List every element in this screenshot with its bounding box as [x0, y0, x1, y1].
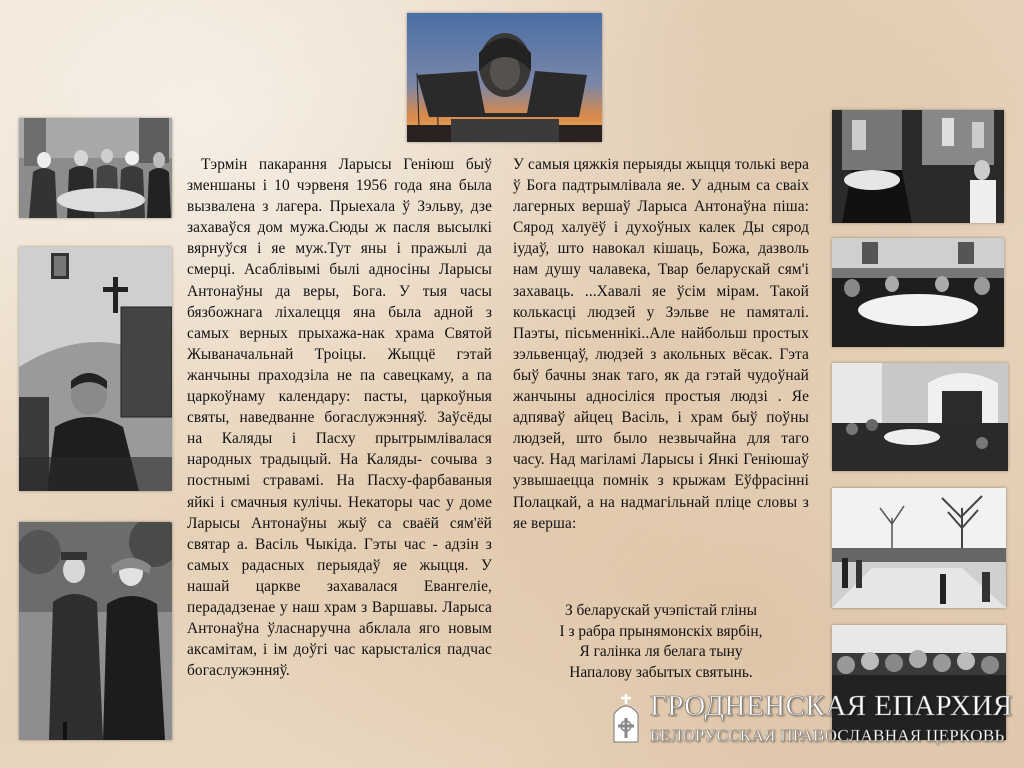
article-right-column — [513, 154, 809, 534]
church-cross-emblem-icon — [606, 692, 646, 748]
people-icon — [19, 522, 172, 740]
poem-stanza — [513, 601, 809, 683]
photo-church-interior-coffin — [832, 110, 1004, 223]
article-left-column — [187, 154, 492, 681]
photo-funeral-church-doors — [832, 363, 1008, 471]
article-left-paragraph: Тэрмін пакарання Ларысы Геніюш быў зменшаны і 10 чэрвеня 1956 года яна была вызвалена з лагера. Прыехала ў Зэльву, дзе захаваўся дом мужа.Сюды ж пасля высылкі вярнуўся і яе муж.Тут яны і пражылі да смерці. Асаблівымі былі адносіны Ларысы Антонаўны да веры, Бога. У тыя часы бязбожнага ліхалецця яна была адной з самых верных прыхажа-нак храма Святой Жываначальнай Троіцы. Жыццё гэтай жанчыны праходзіла не па савецкаму, а па царкоўнаму календару: пасты, царкоўныя святы, наведванне богаслужэнняў. Заўсёды на Каляды і Пасху прытрымлівалася народных традыцый. На Каляды- сочыва з постнымі стравамі. На Пасху-фарбаваныя яйкі і смачныя кулічы. Некаторы час у доме Ларысы Антонаўны жыў са сваёй сям'ёй святар а. Васіль Чыкіда. Гэты час - адзін з самых радасных перыядаў яе жыцця. У нашай царкве захавалася Евангеліе, перададзенае у наш храм з Варшавы. Ларыса Антонаўна ўласнаручна абклала яго новым аксамітам, і ім доўгі час карысталіся падчас богаслужэнняў. — [187, 156, 492, 680]
poem-line: Напалову забытых святынь. — [569, 663, 753, 681]
people-icon — [19, 118, 172, 218]
eparchy-title: ГРОДНЕНСКАЯ ЕПАРХИЯ — [650, 690, 1013, 722]
church-icon — [832, 363, 1008, 471]
article-right-paragraph: У самыя цяжкія перыяды жыцця толькі вера ў Бога падтрымлівала яе. У адным са сваіх лагерных вершаў Ларыса Антонаўна піша: Сярод халуёў і духоўных калек Ды сярод іудаў, што навокал кішаць, Божа, дазволь нам душу чалавека, Твар беларускай сям'і захаваць. ...Хавалі яе ўсім мірам. Такой колькасці людзей у Зэльве не памяталі. Паэты, пісьменнікі..Але найбольш простых зэльвенцаў, людзей з акольных вёсак. Гэта быў бачны знак таго, як да гэтай чудоўнай жанчыны адносіліся простыя людзі . Яе адпяваў айцец Васіль, і храм быў поўны людзей, што было незвычайна для таго часу. Над магіламі Ларысы і Янкі Геніюшаў узвышаецца помнік з крыжам Еўфрасінні Полацкай, а на надмагільнай пліце словы з яе верша: — [513, 156, 809, 532]
bust-sculpture-icon — [407, 13, 602, 142]
portrait-icon — [19, 247, 172, 491]
tree-icon — [832, 488, 1006, 608]
poem-line: З беларускай учэпістай гліны — [565, 602, 757, 619]
eparchy-subtitle: БЕЛОРУССКАЯ ПРАВОСЛАВНАЯ ЦЕРКОВЬ — [650, 726, 1005, 745]
photo-bust-monument — [407, 13, 602, 142]
church-icon — [832, 110, 1004, 223]
photo-woman-with-icon-and-cross — [19, 247, 172, 491]
people-icon — [832, 238, 1004, 347]
photo-group-at-table — [19, 118, 172, 218]
poem-line: Я галінка ля белага тыну — [579, 643, 743, 660]
photo-couple-standing — [19, 522, 172, 740]
eparchy-branding — [606, 688, 1016, 758]
poem-line: І з рабра прынямонскіх вярбін, — [559, 622, 763, 640]
photo-procession-winter-trees — [832, 488, 1006, 608]
photo-funeral-crowd-interior — [832, 238, 1004, 347]
